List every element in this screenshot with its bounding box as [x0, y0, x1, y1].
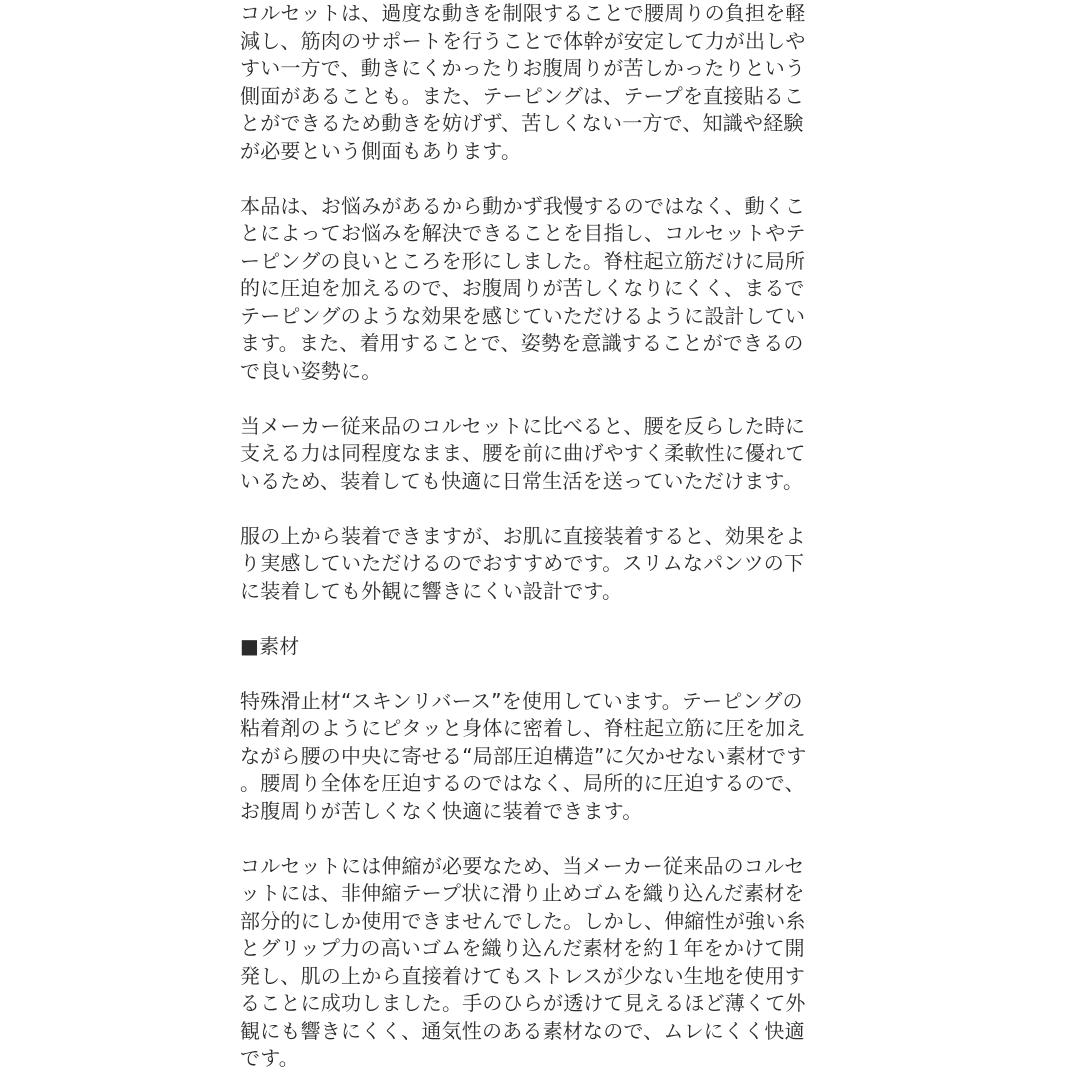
text-line: ることに成功しました。手のひらが透けて見えるほど薄くて外 — [240, 991, 806, 1015]
text-line: ながら腰の中央に寄せる“局部圧迫構造”に欠かせない素材です — [240, 743, 807, 768]
text-line: お腹周りが苦しくなく快適に装着できます。 — [240, 798, 643, 823]
paragraph-skin-reverse — [240, 688, 840, 826]
text-line: 発し、肌の上から直接着けてもストレスが少ない生地を使用す — [240, 963, 805, 988]
text-line: とができるため動きを妨げず、苦しくない一方で、知識や経験 — [240, 111, 804, 135]
paragraph-gap — [240, 605, 840, 633]
text-line: に装着しても外観に響きにくい設計です。 — [240, 578, 623, 603]
text-line: 。腰周り全体を圧迫するのではなく、局所的に圧迫するので、 — [240, 771, 805, 795]
text-line: ットには、非伸縮テープ状に滑り止めゴムを織り込んだ素材を — [240, 881, 805, 905]
paragraph-gap — [240, 660, 840, 688]
text-line: いるため、装着しても快適に日常生活を送っていただけます。 — [240, 468, 804, 493]
paragraph-fabric-development — [240, 853, 840, 1073]
paragraph-comparison — [240, 413, 840, 496]
text-line: ■素材 — [240, 633, 300, 658]
paragraph-gap — [240, 495, 840, 523]
text-line: 服の上から装着できますが、お肌に直接装着すると、効果をよ — [240, 523, 806, 548]
text-line: とグリップ力の高いゴムを織り込んだ素材を約１年をかけて開 — [240, 936, 805, 960]
text-line: 的に圧迫を加えるので、お腹周りが苦しくなりにくく、まるで — [240, 276, 805, 300]
paragraph-wearing-tips — [240, 523, 840, 606]
text-line: り実感していただけるのでおすすめです。スリムなパンツの下 — [240, 551, 805, 575]
text-line: 側面があることも。また、テーピングは、テープを直接貼るこ — [240, 83, 805, 108]
text-line: すい一方で、動きにくかったりお腹周りが苦しかったりという — [240, 56, 806, 80]
text-line: 本品は、お悩みがあるから動かず我慢するのではなく、動くこ — [240, 193, 806, 218]
paragraph-gap — [240, 825, 840, 853]
text-line: 部分的にしか使用できませんでした。しかし、伸縮性が強い糸 — [240, 908, 806, 933]
paragraph-corset-vs-taping — [240, 0, 840, 165]
text-line: 当メーカー従来品のコルセットに比べると、腰を反らした時に — [240, 413, 806, 438]
text-line: 支える力は同程度なまま、腰を前に曲げやすく柔軟性に優れて — [240, 441, 806, 465]
text-line: です。 — [240, 1046, 299, 1070]
text-line: で良い姿勢に。 — [240, 358, 382, 383]
text-line: とによってお悩みを解決できることを目指し、コルセットやテ — [240, 221, 806, 245]
text-line: 特殊滑止材“スキンリバース”を使用しています。テーピングの — [240, 688, 803, 713]
text-line: が必要という側面もあります。 — [240, 138, 522, 163]
paragraph-product-concept — [240, 193, 840, 386]
paragraph-gap — [240, 165, 840, 193]
text-line: コルセットは、過度な動きを制限することで腰周りの負担を軽 — [240, 1, 806, 25]
text-line: テーピングのような効果を感じていただけるように設計してい — [240, 303, 806, 328]
text-line: コルセットには伸縮が必要なため、当メーカー従来品のコルセ — [240, 853, 805, 878]
text-line: 粘着剤のようにピタッと身体に密着し、脊柱起立筋に圧を加え — [240, 716, 806, 740]
section-heading-material — [240, 633, 840, 661]
text-line: 減し、筋肉のサポートを行うことで体幹が安定して力が出しや — [240, 28, 806, 53]
document-body — [240, 0, 840, 1073]
text-line: ーピングの良いところを形にしました。脊柱起立筋だけに局所 — [240, 248, 806, 273]
paragraph-gap — [240, 385, 840, 413]
text-line: 観にも響きにくく、通気性のある素材なので、ムレにくく快適 — [240, 1018, 805, 1043]
text-line: ます。また、着用することで、姿勢を意識することができるの — [240, 331, 804, 355]
